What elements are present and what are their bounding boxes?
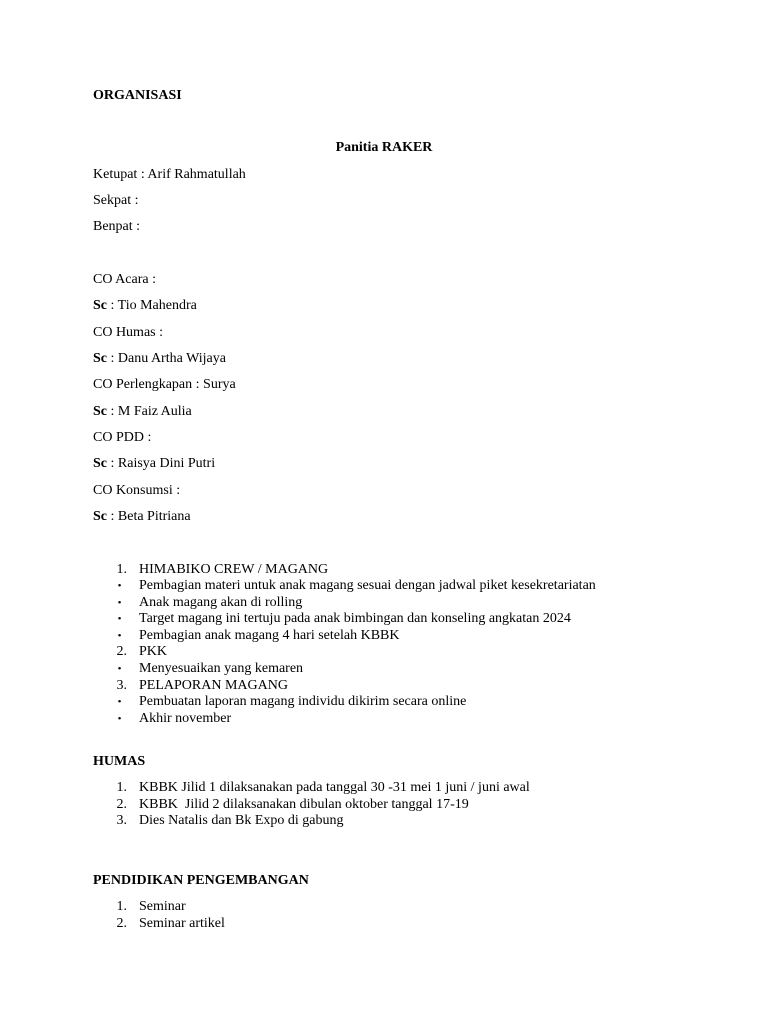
sc-label: Sc xyxy=(93,456,107,471)
sc-value: : Danu Artha Wijaya xyxy=(107,351,226,366)
list-marker: 2. xyxy=(116,644,127,659)
co-konsumsi-line: CO Konsumsi : xyxy=(93,483,181,498)
bullet-marker: • xyxy=(117,613,122,625)
sc-acara-line xyxy=(93,298,197,314)
sc-value: : Raisya Dini Putri xyxy=(107,456,216,471)
sc-pdd-line xyxy=(93,456,215,472)
section-heading-organisasi: ORGANISASI xyxy=(93,88,182,103)
section-heading-pendidikan: PENDIDIKAN PENGEMBANGAN xyxy=(93,873,309,888)
sc-value: : M Faiz Aulia xyxy=(107,404,192,419)
list-item: Akhir november xyxy=(139,711,232,726)
list-item: Seminar xyxy=(139,899,186,914)
section-heading-humas: HUMAS xyxy=(93,754,146,769)
list-item: KBBK Jilid 2 dilaksanakan dibulan oktober tanggal 17-19 xyxy=(139,797,469,812)
co-acara-line: CO Acara : xyxy=(93,272,156,287)
panitia-title: Panitia RAKER xyxy=(335,140,433,155)
list-item: HIMABIKO CREW / MAGANG xyxy=(139,562,329,577)
list-item: Anak magang akan di rolling xyxy=(139,595,303,610)
bullet-marker: • xyxy=(117,597,122,609)
list-item: Pembagian anak magang 4 hari setelah KBBK xyxy=(139,628,400,643)
list-item: Menyesuaikan yang kemaren xyxy=(139,661,304,676)
bullet-marker: • xyxy=(117,580,122,592)
benpat-line: Benpat : xyxy=(93,219,141,234)
list-item: Pembuatan laporan magang individu dikirim secara online xyxy=(139,694,467,709)
list-marker: 1. xyxy=(116,899,127,914)
list-marker: 1. xyxy=(116,780,127,795)
sc-humas-line xyxy=(93,351,226,367)
sekpat-line: Sekpat : xyxy=(93,193,139,208)
sc-value: : Beta Pitriana xyxy=(107,509,191,524)
list-item: Dies Natalis dan Bk Expo di gabung xyxy=(139,813,344,828)
list-item: PKK xyxy=(139,644,168,659)
list-marker: 3. xyxy=(116,678,127,693)
sc-label: Sc xyxy=(93,404,107,419)
list-item: Target magang ini tertuju pada anak bimbingan dan konseling angkatan 2024 xyxy=(139,611,571,626)
bullet-marker: • xyxy=(117,663,122,675)
list-item: Pembagian materi untuk anak magang sesuai dengan jadwal piket kesekretariatan xyxy=(139,578,596,593)
sc-label: Sc xyxy=(93,298,107,313)
sc-konsumsi-line xyxy=(93,509,191,525)
ketupat-line: Ketupat : Arif Rahmatullah xyxy=(93,167,246,182)
bullet-marker: • xyxy=(117,630,122,642)
sc-perlengkapan-line xyxy=(93,404,192,420)
bullet-marker: • xyxy=(117,713,122,725)
sc-label: Sc xyxy=(93,509,107,524)
sc-value: : Tio Mahendra xyxy=(107,298,197,313)
list-marker: 2. xyxy=(116,797,127,812)
list-item: KBBK Jilid 1 dilaksanakan pada tanggal 30 -31 mei 1 juni / juni awal xyxy=(139,780,530,795)
sc-label: Sc xyxy=(93,351,107,366)
list-marker: 3. xyxy=(116,813,127,828)
list-item: PELAPORAN MAGANG xyxy=(139,678,288,693)
co-pdd-line: CO PDD : xyxy=(93,430,152,445)
bullet-marker: • xyxy=(117,696,122,708)
list-marker: 2. xyxy=(116,916,127,931)
list-item: Seminar artikel xyxy=(139,916,225,931)
co-perlengkapan-line: CO Perlengkapan : Surya xyxy=(93,377,236,392)
list-marker: 1. xyxy=(116,562,127,577)
co-humas-line: CO Humas : xyxy=(93,325,163,340)
